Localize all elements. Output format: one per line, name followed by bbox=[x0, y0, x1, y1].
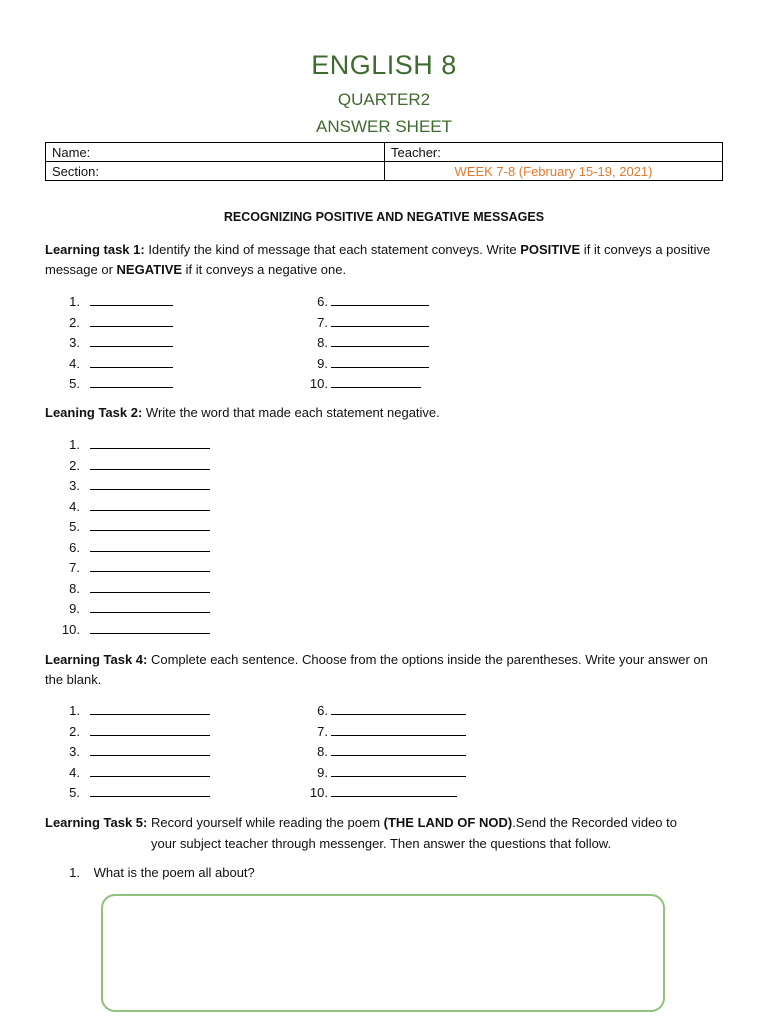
answer-blank[interactable] bbox=[90, 456, 210, 470]
item-number: 1. bbox=[69, 703, 80, 718]
answer-sheet-label: ANSWER SHEET bbox=[315, 117, 453, 136]
item-number: 8. bbox=[69, 580, 80, 596]
task1-text-c: if it conveys a negative one. bbox=[182, 262, 347, 277]
answer-line bbox=[52, 354, 173, 372]
answer-blank[interactable] bbox=[90, 579, 210, 593]
task1-text-a: Identify the kind of message that each statement conveys. Write bbox=[144, 242, 521, 257]
item-number: 6. bbox=[317, 703, 328, 718]
answer-line bbox=[300, 722, 466, 740]
answer-line bbox=[52, 456, 210, 474]
item-number: 4. bbox=[69, 498, 80, 514]
item-number: 3. bbox=[69, 478, 80, 493]
task1-positive-word: POSITIVE bbox=[520, 242, 581, 257]
answer-blank[interactable] bbox=[331, 722, 466, 736]
answer-blank[interactable] bbox=[331, 742, 466, 756]
answer-line bbox=[300, 292, 429, 310]
answer-blank[interactable] bbox=[90, 333, 173, 347]
answer-blank[interactable] bbox=[90, 763, 210, 777]
answer-line bbox=[52, 742, 210, 760]
item-number: 5. bbox=[69, 785, 80, 800]
item-number: 10. bbox=[309, 376, 328, 391]
answer-text-box[interactable] bbox=[101, 894, 665, 1012]
answer-line bbox=[300, 763, 466, 781]
answer-line bbox=[52, 558, 210, 576]
item-number: 10. bbox=[309, 785, 328, 800]
task5-instructions-line2: your subject teacher through messenger. Then answer the questions that follow. bbox=[151, 836, 612, 851]
answer-line bbox=[52, 313, 173, 331]
task2-text: Write the word that made each statement negative. bbox=[142, 405, 440, 420]
task4-text: Complete each sentence. Choose from the options inside the parentheses. Write your answer on the blank. bbox=[45, 652, 708, 687]
item-number: 1. bbox=[69, 437, 80, 452]
item-number: 10. bbox=[61, 621, 80, 637]
answer-line bbox=[52, 620, 210, 638]
answer-blank[interactable] bbox=[90, 354, 173, 368]
answer-line bbox=[52, 517, 210, 535]
answer-line bbox=[52, 374, 173, 392]
item-number: 7. bbox=[317, 723, 328, 739]
answer-blank[interactable] bbox=[331, 701, 466, 715]
answer-blank[interactable] bbox=[90, 722, 210, 736]
item-number: 1. bbox=[69, 294, 80, 309]
item-number: 3. bbox=[69, 335, 80, 350]
answer-line bbox=[52, 333, 173, 351]
document-title: ENGLISH 8 bbox=[311, 50, 457, 80]
task5-text-b: .Send the Recorded video to bbox=[512, 815, 677, 830]
task1-label: Learning task 1: bbox=[45, 242, 145, 257]
answer-line bbox=[52, 722, 210, 740]
answer-blank[interactable] bbox=[90, 313, 173, 327]
answer-blank[interactable] bbox=[90, 435, 210, 449]
answer-blank[interactable] bbox=[90, 742, 210, 756]
answer-line bbox=[52, 579, 210, 597]
answer-blank[interactable] bbox=[90, 374, 173, 388]
task5-text-a: Record yourself while reading the poem bbox=[147, 815, 384, 830]
item-number: 2. bbox=[69, 314, 80, 330]
item-number: 7. bbox=[317, 314, 328, 330]
answer-blank[interactable] bbox=[331, 354, 429, 368]
item-number: 4. bbox=[69, 764, 80, 780]
answer-line bbox=[52, 497, 210, 515]
task5-question bbox=[66, 864, 255, 882]
answer-blank[interactable] bbox=[90, 476, 210, 490]
answer-blank[interactable] bbox=[331, 374, 421, 388]
answer-line bbox=[300, 374, 421, 392]
item-number: 6. bbox=[69, 539, 80, 555]
answer-line bbox=[52, 763, 210, 781]
answer-blank[interactable] bbox=[331, 313, 429, 327]
answer-blank[interactable] bbox=[90, 783, 210, 797]
task1-instructions bbox=[45, 240, 725, 280]
student-info-table bbox=[45, 142, 723, 181]
item-number: 2. bbox=[69, 723, 80, 739]
answer-line bbox=[300, 354, 429, 372]
answer-blank[interactable] bbox=[90, 292, 173, 306]
task4-label: Learning Task 4: bbox=[45, 652, 148, 667]
section-heading: RECOGNIZING POSITIVE AND NEGATIVE MESSAGES bbox=[223, 210, 545, 224]
task5-label: Learning Task 5: bbox=[45, 815, 148, 830]
answer-blank[interactable] bbox=[90, 620, 210, 634]
task4-instructions bbox=[45, 650, 725, 690]
answer-blank[interactable] bbox=[90, 701, 210, 715]
item-number: 6. bbox=[317, 294, 328, 309]
answer-line bbox=[52, 599, 210, 617]
answer-blank[interactable] bbox=[90, 599, 210, 613]
section-field[interactable]: Section: bbox=[46, 162, 385, 181]
answer-line bbox=[52, 538, 210, 556]
item-number: 9. bbox=[69, 601, 80, 616]
item-number: 9. bbox=[317, 355, 328, 371]
task1-negative-word: NEGATIVE bbox=[116, 262, 183, 277]
task2-label: Leaning Task 2: bbox=[45, 405, 143, 420]
answer-blank[interactable] bbox=[90, 497, 210, 511]
answer-line bbox=[52, 783, 210, 801]
answer-blank[interactable] bbox=[331, 763, 466, 777]
quarter-label: QUARTER2 bbox=[337, 90, 431, 109]
answer-line bbox=[300, 333, 429, 351]
name-field[interactable]: Name: bbox=[46, 143, 385, 162]
question-text: What is the poem all about? bbox=[93, 865, 255, 880]
answer-line bbox=[52, 292, 173, 310]
item-number: 7. bbox=[69, 560, 80, 575]
task1-text-b: if it conveys a positive message or bbox=[45, 242, 711, 277]
item-number: 5. bbox=[69, 376, 80, 391]
week-label: WEEK 7-8 (February 15-19, 2021) bbox=[385, 162, 723, 181]
question-number: 1. bbox=[69, 865, 80, 880]
teacher-field[interactable]: Teacher: bbox=[385, 143, 723, 162]
item-number: 9. bbox=[317, 764, 328, 780]
item-number: 2. bbox=[69, 457, 80, 473]
task2-instructions bbox=[45, 403, 725, 423]
item-number: 8. bbox=[317, 335, 328, 350]
answer-line bbox=[52, 476, 210, 494]
task5-instructions bbox=[45, 813, 725, 833]
answer-line bbox=[300, 701, 466, 719]
item-number: 4. bbox=[69, 355, 80, 371]
item-number: 5. bbox=[69, 519, 80, 534]
poem-title: (THE LAND OF NOD) bbox=[383, 815, 513, 830]
answer-blank[interactable] bbox=[331, 333, 429, 347]
answer-blank[interactable] bbox=[90, 558, 210, 572]
item-number: 8. bbox=[317, 744, 328, 759]
answer-line bbox=[52, 435, 210, 453]
answer-blank[interactable] bbox=[90, 517, 210, 531]
answer-line bbox=[300, 742, 466, 760]
answer-blank[interactable] bbox=[331, 783, 457, 797]
answer-line bbox=[52, 701, 210, 719]
answer-line bbox=[300, 783, 457, 801]
answer-line bbox=[300, 313, 429, 331]
answer-blank[interactable] bbox=[90, 538, 210, 552]
answer-blank[interactable] bbox=[331, 292, 429, 306]
item-number: 3. bbox=[69, 744, 80, 759]
